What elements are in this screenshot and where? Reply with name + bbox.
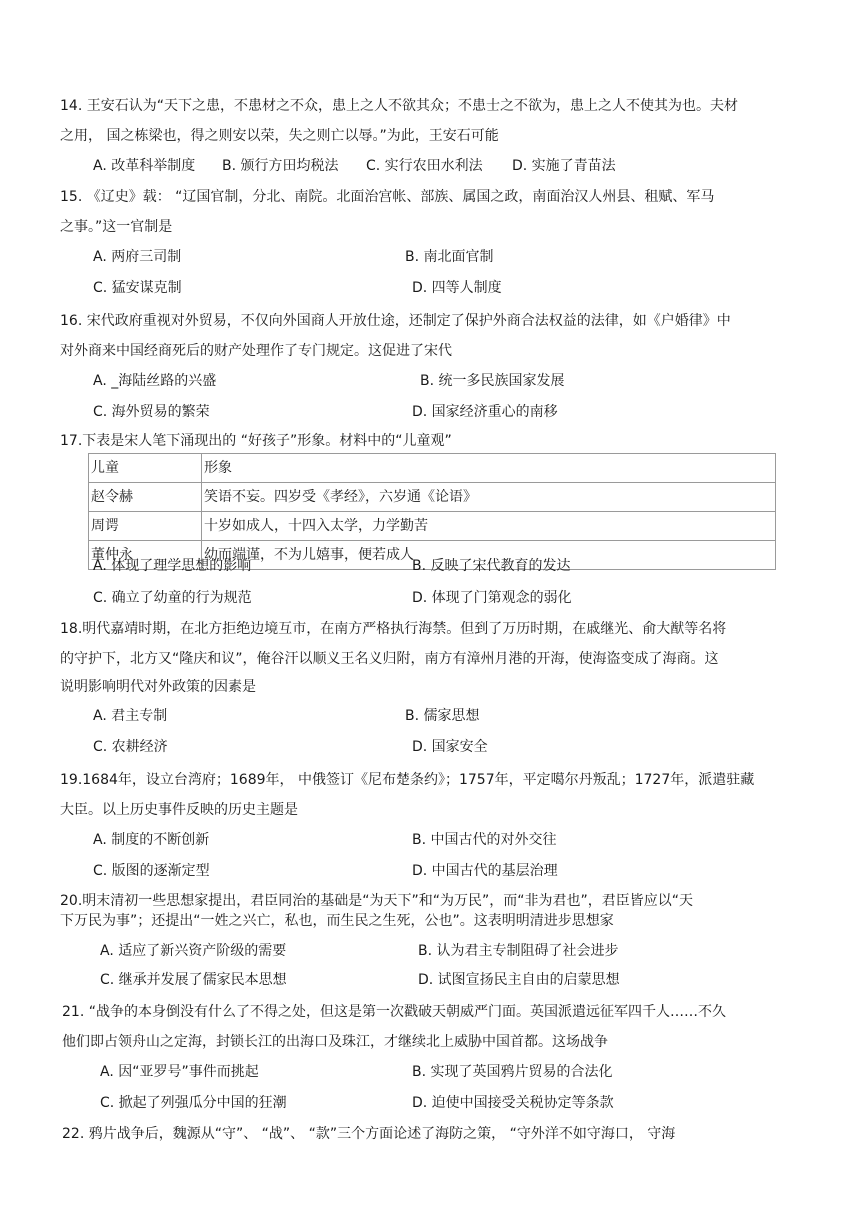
q16-stem-line1: 16. 宋代政府重视对外贸易，不仅向外国商人开放仕途，还制定了保护外商合法权益的法律，如《户婚律》中 [60,313,731,329]
q16-stem-line2: 对外商来中国经商死后的财产处理作了专门规定。这促进了宋代 [60,343,452,359]
table-row [89,512,776,541]
q15-stem-line2: 之事。”这一官制是 [60,219,173,235]
q20-option-d: D. 试图宣扬民主自由的启蒙思想 [418,972,620,988]
q18-option-a: A. 君主专制 [93,708,168,724]
q18-option-b: B. 儒家思想 [405,708,480,724]
q19-option-b: B. 中国古代的对外交往 [412,832,557,848]
q16-option-b: B. 统一多民族国家发展 [420,373,565,389]
q17-option-c: C. 确立了幼童的行为规范 [93,590,252,606]
q14-option-d: D. 实施了青苗法 [512,158,616,174]
q14-option-b: B. 颁行方田均税法 [222,158,339,174]
q17-table-header-child: 儿童 [89,454,202,483]
q21-option-a: A. 因“亚罗号”事件而挑起 [100,1064,259,1080]
q20-option-c: C. 继承并发展了儒家民本思想 [100,972,287,988]
q20-option-a: A. 适应了新兴资产阶级的需要 [100,943,287,959]
q17-option-b: B. 反映了宋代教育的发达 [412,558,571,574]
q14-option-a: A. 改革科举制度 [93,158,196,174]
q18-stem-line3: 说明影响明代对外政策的因素是 [60,679,256,695]
q20-option-b: B. 认为君主专制阻碍了社会进步 [418,943,619,959]
table-cell: 十岁如成人，十四入太学，力学勤苦 [202,512,776,541]
q16-option-d: D. 国家经济重心的南移 [412,404,558,420]
q19-stem-line1: 19.1684年，设立台湾府；1689年， 中俄签订《尼布楚条约》；1757年，平定噶尔丹叛乱；1727年，派遣驻藏 [60,772,755,788]
q15-option-a: A. 两府三司制 [93,249,182,265]
q16-option-c: C. 海外贸易的繁荣 [93,404,210,420]
q21-stem-line1: 21. “战争的本身倒没有什么了不得之处，但这是第一次戳破天朝威严门面。英国派遣远征军四千人……不久 [62,1004,726,1020]
q17-table [88,453,776,570]
q21-option-c: C. 掀起了列强瓜分中国的狂潮 [100,1095,287,1111]
q15-option-b: B. 南北面官制 [405,249,494,265]
q17-option-d: D. 体现了门第观念的弱化 [412,590,572,606]
q20-stem-line2: 下万民为事”；还提出“一姓之兴亡，私也，而生民之生死，公也”。这表明明清进步思想家 [60,913,614,929]
q22-stem-line1: 22. 鸦片战争后，魏源从“守”、 “战”、 “款”三个方面论述了海防之策， “守外洋不如守海口， 守海 [62,1126,676,1142]
q17-table-header-image: 形象 [202,454,776,483]
q14-stem-line2: 之用， 国之栋梁也，得之则安以荣，失之则亡以辱。”为此，王安石可能 [60,128,499,144]
q19-option-a: A. 制度的不断创新 [93,832,210,848]
table-cell: 周谔 [89,512,202,541]
table-cell: 笑语不妄。四岁受《孝经》，六岁通《论语》 [202,483,776,512]
q17-option-a: A. 体现了理学思想的影响 [93,558,252,574]
q18-option-c: C. 农耕经济 [93,739,168,755]
q17-table-header-row [89,454,776,483]
q18-stem-line2: 的守护下，北方又“隆庆和议”，俺谷汗以顺义王名义归附，南方有漳州月港的开海，使海盗变成了海商。这 [60,651,719,667]
q15-option-c: C. 猛安谋克制 [93,280,182,296]
table-cell: 幼而端谨，不为儿嬉事，便若成人 [202,541,776,570]
table-cell: 董仲永 [89,541,202,570]
q19-option-d: D. 中国古代的基层治理 [412,863,558,879]
q21-option-b: B. 实现了英国鸦片贸易的合法化 [412,1064,613,1080]
q15-option-d: D. 四等人制度 [412,280,502,296]
q14-stem-line1: 14. 王安石认为“天下之患，不患材之不众，患上之人不欲其众；不患士之不欲为，患上之人不使其为也。夫材 [60,98,738,114]
q14-option-c: C. 实行农田水利法 [366,158,483,174]
q21-stem-line2: 他们即占领舟山之定海，封锁长江的出海口及珠江，才继续北上威胁中国首都。这场战争 [62,1034,608,1050]
q21-option-d: D. 迫使中国接受关税协定等条款 [412,1095,614,1111]
q20-stem-line1: 20.明末清初一些思想家提出，君臣同治的基础是“为天下”和“为万民”，而“非为君也”，君臣皆应以“天 [60,893,694,909]
q18-stem-line1: 18.明代嘉靖时期，在北方拒绝边境互市，在南方严格执行海禁。但到了万历时期，在戚继光、俞大猷等名将 [60,621,727,637]
table-cell: 赵令赫 [89,483,202,512]
q18-option-d: D. 国家安全 [412,739,488,755]
q19-stem-line2: 大臣。以上历史事件反映的历史主题是 [60,802,298,818]
table-row [89,483,776,512]
q16-option-a: A. _海陆丝路的兴盛 [93,373,217,389]
q15-stem-line1: 15. 《辽史》载： “辽国官制，分北、南院。北面治宫帐、部族、属国之政，南面治汉人州县、租赋、军马 [60,189,715,205]
q17-stem-line1: 17.下表是宋人笔下涌现出的 “好孩子”形象。材料中的“儿童观” [60,433,452,449]
q19-option-c: C. 版图的逐渐定型 [93,863,210,879]
